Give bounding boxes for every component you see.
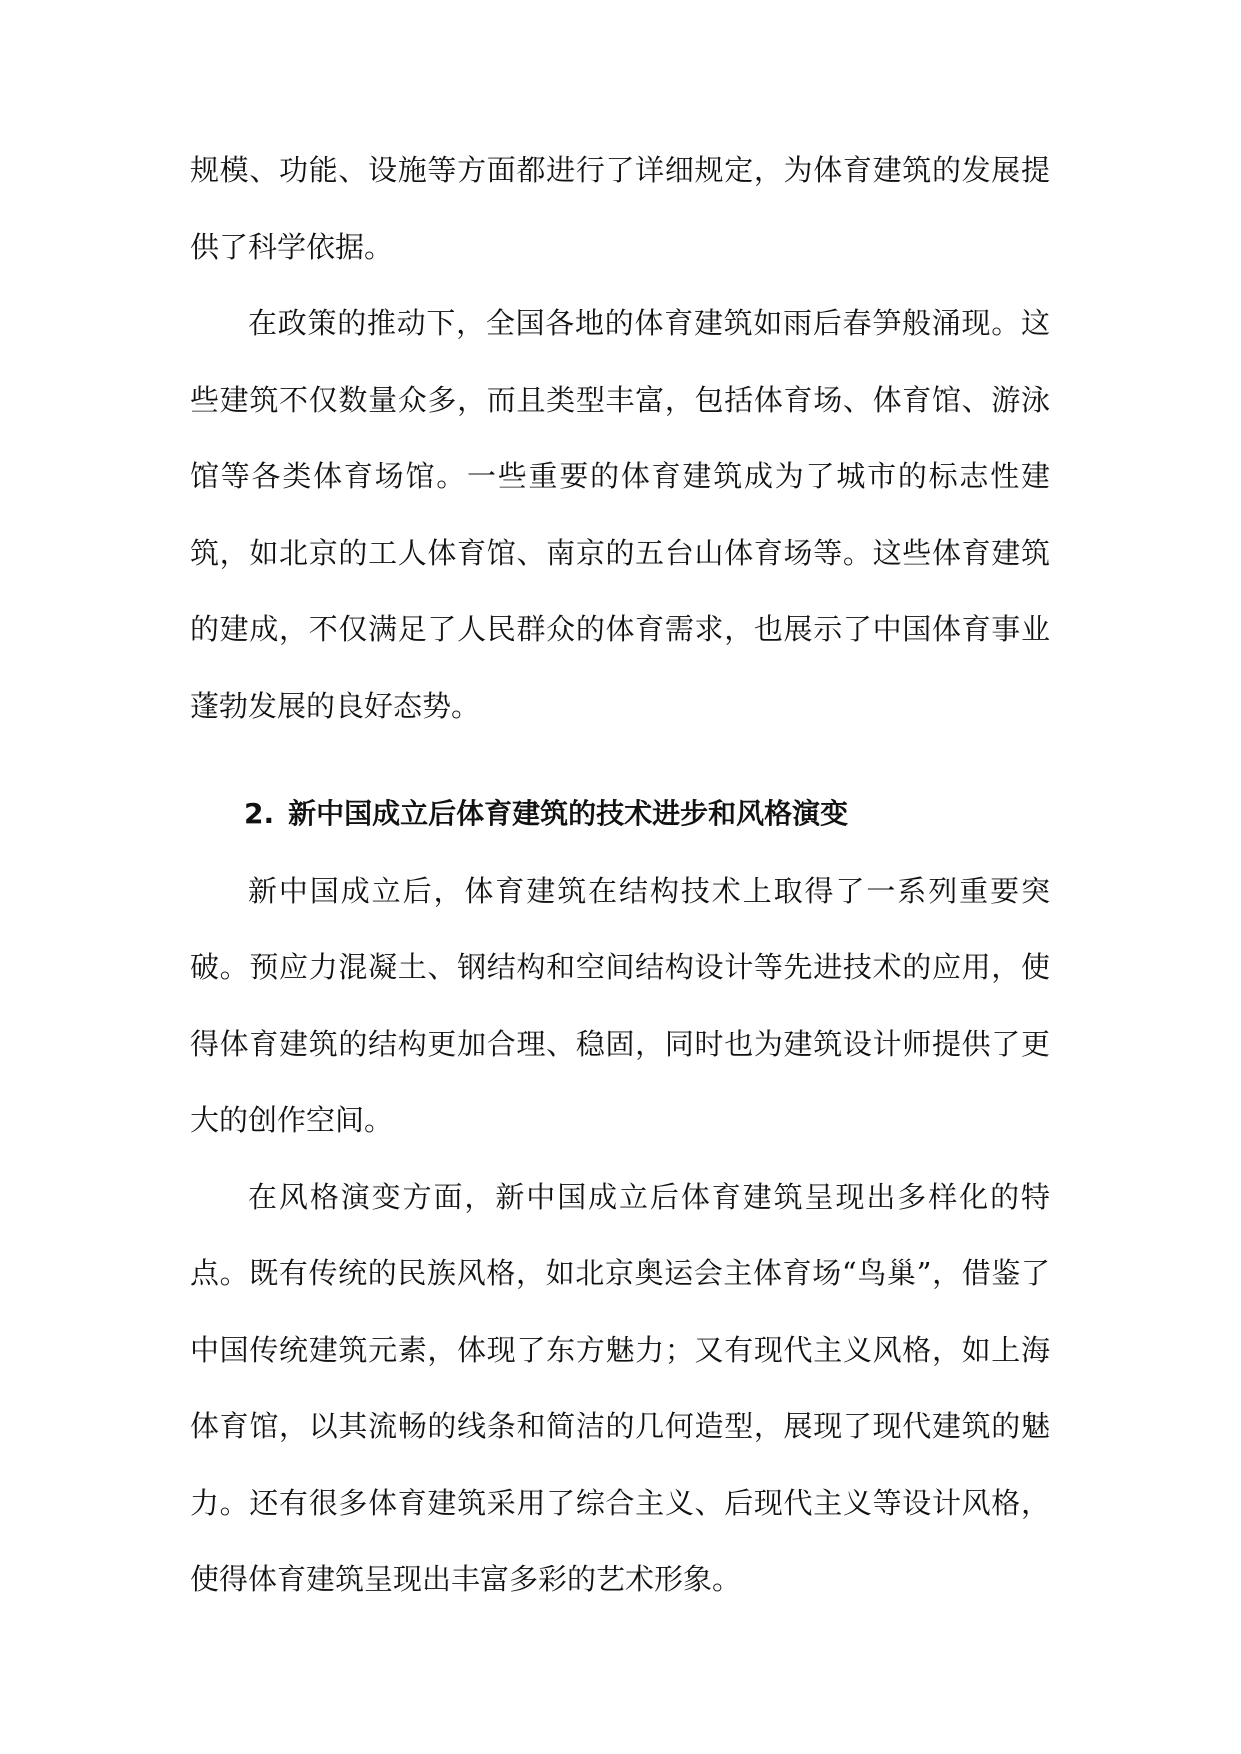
section-heading — [190, 776, 1050, 853]
paragraph-policy-buildings: 在政策的推动下，全国各地的体育建筑如雨后春笋般涌现。这些建筑不仅数量众多，而且类型丰富，包括体育场、体育馆、游泳馆等各类体育场馆。一些重要的体育建筑成为了城市的标志性建筑，如北京的工人体育馆、南京的五台山体育场等。这些体育建筑的建成，不仅满足了人民群众的体育需求，也展示了中国体育事业蓬勃发展的良好态势。 — [190, 306, 1050, 723]
paragraph-continuation: 规模、功能、设施等方面都进行了详细规定，为体育建筑的发展提供了科学依据。 — [190, 153, 1050, 264]
paragraph-structural-technology: 新中国成立后，体育建筑在结构技术上取得了一系列重要突破。预应力混凝土、钢结构和空间结构设计等先进技术的应用，使得体育建筑的结构更加合理、稳固，同时也为建筑设计师提供了更大的创作空间。 — [190, 873, 1050, 1137]
section-title: 新中国成立后体育建筑的技术进步和风格演变 — [288, 797, 849, 830]
paragraph-style-evolution: 在风格演变方面，新中国成立后体育建筑呈现出多样化的特点。既有传统的民族风格，如北京奥运会主体育场“鸟巢”，借鉴了中国传统建筑元素，体现了东方魅力；又有现代主义风格，如上海体育馆，以其流畅的线条和简洁的几何造型，展现了现代建筑的魅力。还有很多体育建筑采用了综合主义、后现代主义等设计风格，使得体育建筑呈现出丰富多彩的艺术形象。 — [190, 1179, 1050, 1596]
section-number: 2. — [244, 797, 275, 830]
document-body — [190, 132, 1050, 1618]
